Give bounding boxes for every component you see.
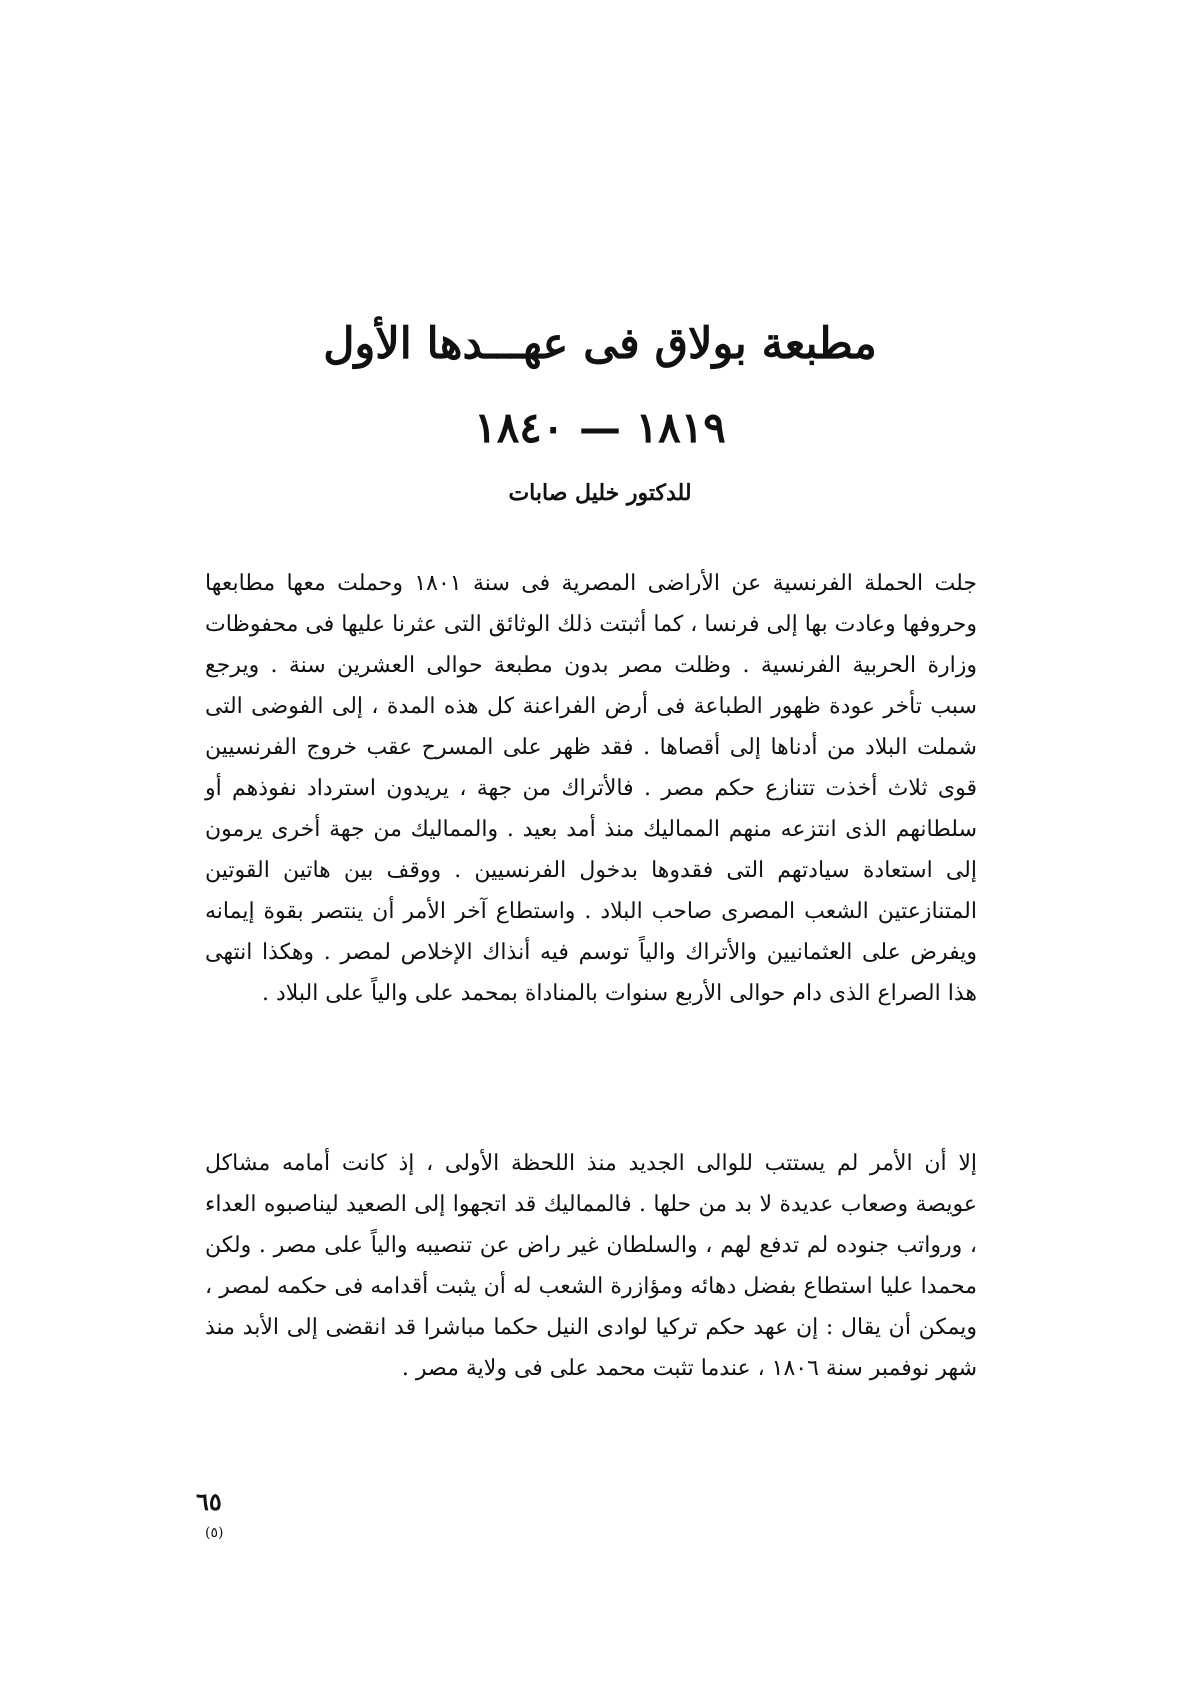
page-number: ٦٥ (196, 1487, 222, 1516)
signature-mark: (٥) (205, 1525, 224, 1541)
paragraph-1: جلت الحملة الفرنسية عن الأراضى المصرية فى سنة ١٨٠١ وحملت معها مطابعها وحروفها وعادت بها إلى فرنسا ، كما أثبتت ذلك الوثائق التى عثرنا عليها فى محفوظات وزارة الحربية الفرنسية . وظلت مصر بدون مطبعة حوالى العشرين سنة . ويرجع سبب تأخر عودة ظهور الطباعة فى أرض الفراعنة كل هذه المدة ، إلى الفوضى التى شملت البلاد من أدناها إلى أقصاها . فقد ظهر على المسرح عقب خروج الفرنسيين قوى ثلاث أخذت تتنازع حكم مصر . فالأتراك من جهة ، يريدون استرداد نفوذهم أو سلطانهم الذى انتزعه منهم المماليك منذ أمد بعيد . والمماليك من جهة أخرى يرمون إلى استعادة سيادتهم التى فقدوها بدخول الفرنسيين . ووقف بين هاتين القوتين المتنازعتين الشعب المصرى صاحب البلاد . واستطاع آخر الأمر أن ينتصر بقوة إيمانه ويفرض على العثمانيين والأتراك والياً توسم فيه أنذاك الإخلاص لمصر . وهكذا انتهى هذا الصراع الذى دام حوالى الأربع سنوات بالمناداة بمحمد على والياً على البلاد . (205, 571, 977, 1006)
paragraph-2: إلا أن الأمر لم يستتب للوالى الجديد منذ اللحظة الأولى ، إذ كانت أمامه مشاكل عويصة وصعاب عديدة لا بد من حلها . فالمماليك قد اتجهوا إلى الصعيد ليناصبوه العداء ، ورواتب جنوده لم تدفع لهم ، والسلطان غير راض عن تنصيبه والياً على مصر . ولكن محمدا عليا استطاع بفضل دهائه ومؤازرة الشعب له أن يثبت أقدامه فى حكمه لمصر ، ويمكن أن يقال : إن عهد حكم تركيا لوادى النيل حكما مباشرا قد انقضى إلى الأبد منذ شهر نوفمبر سنة ١٨٠٦ ، عندما تثبت محمد على فى ولاية مصر . (205, 1151, 977, 1381)
article-title: مطبعة بولاق فى عهـــدها الأول (323, 319, 877, 369)
article-author: للدكتور خليل صابات (508, 480, 692, 506)
article-years: ١٨١٩ — ١٨٤٠ (474, 403, 726, 452)
